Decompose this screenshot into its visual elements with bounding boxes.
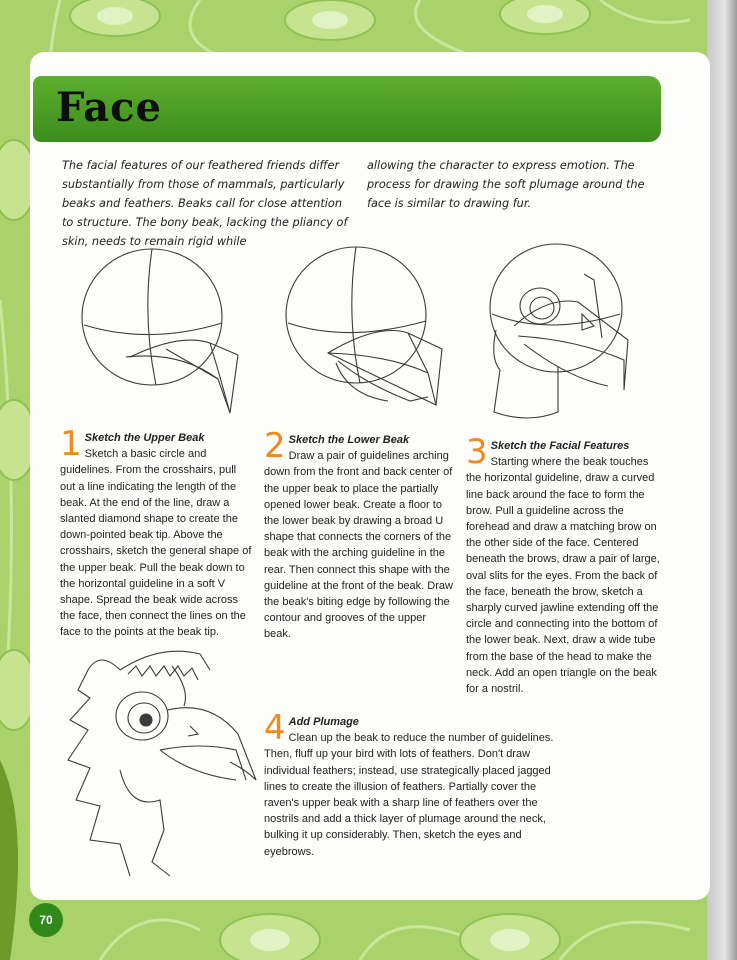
step-2-sketch — [278, 245, 458, 425]
intro-left: The facial features of our feathered friends differ substantially from those of mammals, particularly beaks and feathers. Beaks call for close attention to structure. The bony beak, lacking the pliancy of skin, needs to remain rigid while — [62, 159, 348, 248]
step-2-heading: Sketch the Lower Beak — [288, 434, 410, 446]
step-2-text: Draw a pair of guidelines arching down from the front and back center of the upper beak to place the partially opened lower beak. Create a floor to the lower beak by drawing a broad U shape that connects the corners of the beak with the arching guideline in the rear. Then connect this shape with the guideline at the front of the beak. Draw the beak's biting edge by following the contour and grooves of the upper beak. — [264, 450, 453, 641]
step-4 — [264, 708, 564, 860]
book-spine — [707, 0, 737, 960]
step-1-text: Sketch a basic circle and guidelines. From the crosshairs, pull out a line indicating the length of the beak. At the end of the line, draw a slanted diamond shape to create the down-pointed beak tip. Above the crosshairs, sketch the general shape of the upper beak. Pull the beak down to the horizontal guideline in a soft V shape. Spread the beak wide across the face, then connect the lines on the face to the points at the beak tip. — [60, 448, 252, 639]
step-1-heading: Sketch the Upper Beak — [84, 432, 205, 444]
step-3-heading: Sketch the Facial Features — [490, 440, 630, 452]
step-2-number: 2 — [264, 426, 286, 466]
step-4-text: Clean up the beak to reduce the number of guidelines. Then, fluff up your bird with lots of feathers. Don't draw individual feathers; instead, use strategically placed jagged lines to create the illusion of feathers. Partially cover the raven's upper beak with a sharp line of feathers over the nostrils and add a thick layer of plumage around the neck, bulking it up considerably. Then, sketch the eyes and eyebrows. — [264, 732, 554, 858]
step-3-sketch — [478, 240, 648, 425]
intro-right: allowing the character to express emotion. The process for drawing the soft plumage around the face is similar to drawing fur. — [367, 159, 645, 210]
step-4-heading: Add Plumage — [288, 716, 359, 728]
step-3 — [466, 432, 666, 697]
page-title: Face — [56, 84, 162, 131]
page-number: 70 — [29, 903, 63, 937]
step-3-text: Starting where the beak touches the horizontal guideline, draw a curved line back around the face to form the brow. Pull a guideline across the forehead and draw a matching brow on the other side of the face. Centered beneath the brows, draw a pair of large, oval slits for the eyes. From the back of the face, beneath the brow, sketch a sharply curved jawline extending off the circle and connecting into the bottom of the lower beak. Next, draw a wide tube from the base of the head to make the neck. Add an open triangle on the beak for a nostril. — [466, 456, 660, 696]
step-1 — [60, 424, 252, 641]
step-4-number: 4 — [264, 708, 286, 748]
step-4-sketch — [60, 630, 260, 880]
step-1-sketch — [70, 245, 270, 425]
step-2 — [264, 426, 454, 643]
step-3-number: 3 — [466, 432, 488, 472]
step-1-number: 1 — [60, 424, 82, 464]
